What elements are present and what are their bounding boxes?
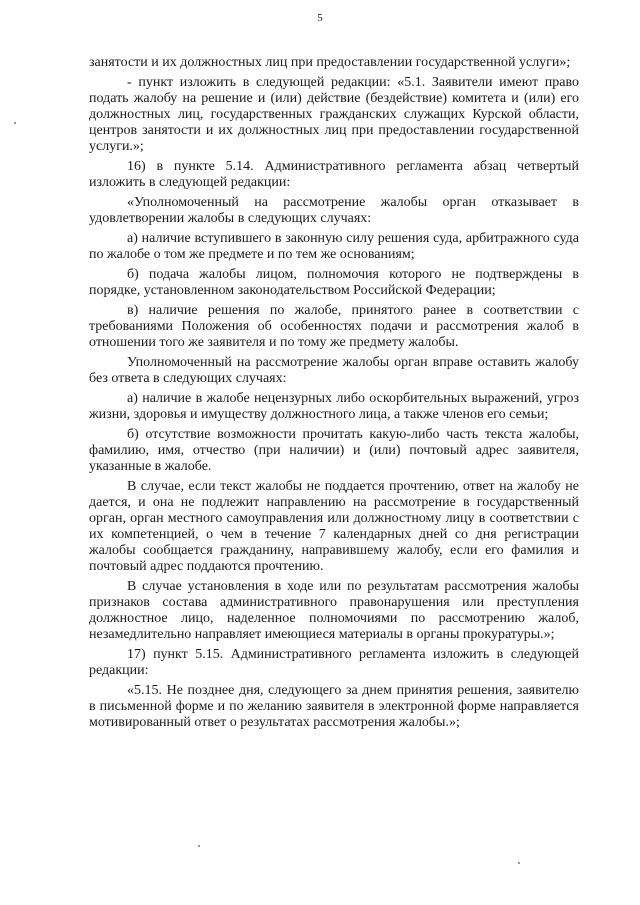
paragraph: В случае установления в ходе или по результатам рассмотрения жалобы признаков состава административного правонарушения или преступления должностное лицо, наделенное полномочиями по рассмотрению жалоб, незамедлительно направляет имеющиеся материалы в органы прокуратуры.»; [89,579,579,642]
document-body [89,55,579,735]
paragraph: б) подача жалобы лицом, полномочия которого не подтверждены в порядке, установленном законодательством Российской Федерации; [89,267,579,298]
paragraph: «Уполномоченный на рассмотрение жалобы орган отказывает в удовлетворении жалобы в следующих случаях: [89,195,579,226]
scan-speck [198,845,200,847]
scan-speck [14,122,16,124]
paragraph: а) наличие вступившего в законную силу решения суда, арбитражного суда по жалобе о том же предмете и по тем же основаниям; [89,231,579,262]
paragraph: 17) пункт 5.15. Административного регламента изложить в следующей редакции: [89,647,579,678]
paragraph: В случае, если текст жалобы не поддается прочтению, ответ на жалобу не дается, и она не подлежит направлению на рассмотрение в государственный орган, орган местного самоуправления или должностному лицу в соответствии с их компетенцией, о чем в течение 7 календарных дней со дня регистрации жалобы сообщается гражданину, направившему жалобу, если его фамилия и почтовый адрес поддаются прочтению. [89,479,579,574]
paragraph: - пункт изложить в следующей редакции: «5.1. Заявители имеют право подать жалобу на решение и (или) действие (бездействие) комитета и (или) его должностных лиц, государственных гражданских служащих Курской области, центров занятости и их должностных лиц при предоставлении государственной услуги.»; [89,75,579,154]
paragraph: б) отсутствие возможности прочитать какую-либо часть текста жалобы, фамилию, имя, отчество (при наличии) и (или) почтовый адрес заявителя, указанные в жалобе. [89,427,579,474]
page-number: 5 [317,12,323,24]
paragraph: занятости и их должностных лиц при предоставлении государственной услуги»; [89,55,571,70]
paragraph: «5.15. Не позднее дня, следующего за днем принятия решения, заявителю в письменной форме и по желанию заявителя в электронной форме направляется мотивированный ответ о результатах рассмотрения жалобы.»; [89,683,579,730]
paragraph: Уполномоченный на рассмотрение жалобы орган вправе оставить жалобу без ответа в следующих случаях: [89,355,579,386]
paragraph: в) наличие решения по жалобе, принятого ранее в соответствии с требованиями Положения об особенностях подачи и рассмотрения жалоб в отношении того же заявителя и по тому же предмету жалобы. [89,303,579,350]
scan-speck [518,862,520,864]
paragraph: а) наличие в жалобе нецензурных либо оскорбительных выражений, угроз жизни, здоровья и имуществу должностного лица, а также членов его семьи; [89,391,579,422]
paragraph: 16) в пункте 5.14. Административного регламента абзац четвертый изложить в следующей редакции: [89,159,579,190]
